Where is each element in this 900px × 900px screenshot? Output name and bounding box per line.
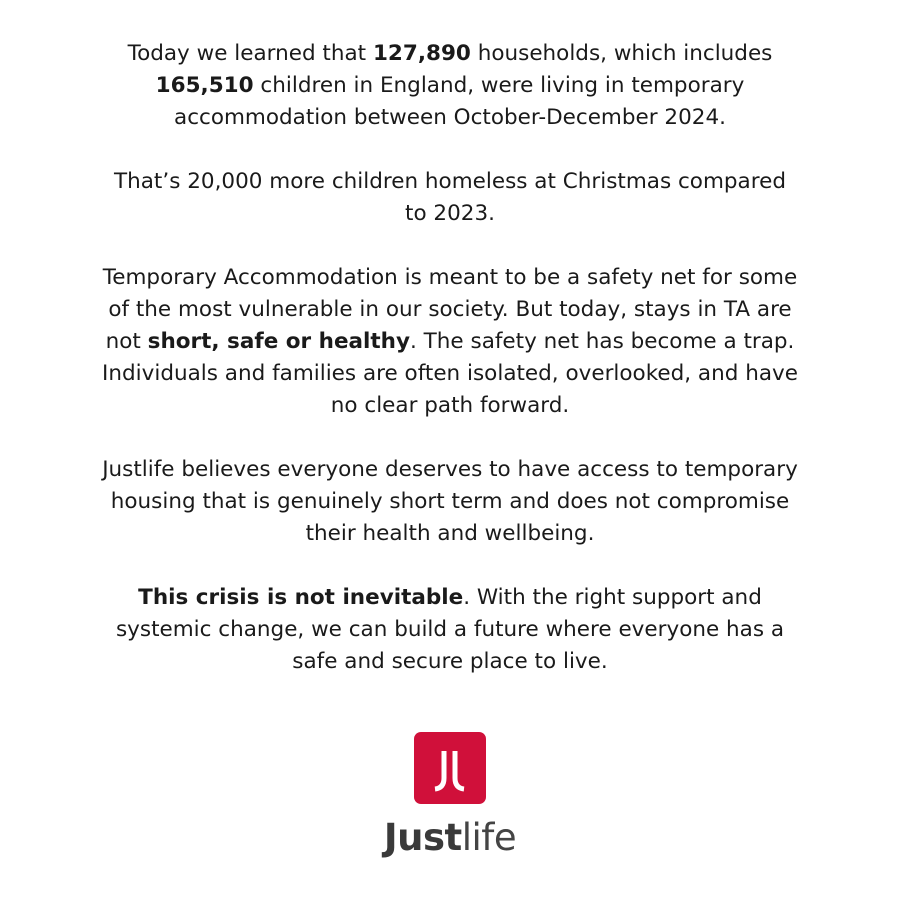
text-segment: households, which includes: [470, 41, 773, 66]
children-count: 165,510: [155, 73, 254, 98]
emphasis-short-safe-healthy: short, safe or healthy: [147, 329, 410, 354]
justlife-wordmark: [0, 816, 900, 860]
text-segment: . The safety net has become a trap. Individuals and families are often isolated, overlooked, and have no clear path forward.: [102, 329, 798, 418]
paragraph-safety-net: [100, 262, 800, 422]
text-segment: That’s 20,000 more children homeless at Christmas compared to 2023.: [114, 169, 786, 226]
text-segment: . With the right support and systemic change, we can build a future where everyone has a safe and secure place to live.: [115, 585, 785, 674]
paragraph-belief: [100, 454, 800, 550]
paragraph-crisis: [100, 582, 800, 678]
emphasis-crisis: This crisis is not inevitable: [138, 585, 464, 610]
jl-logo-icon: [414, 732, 486, 804]
wordmark-just: Just: [383, 816, 462, 859]
paragraph-statistics: [100, 38, 800, 134]
text-segment: Temporary Accommodation is meant to be a safety net for some of the most vulnerable in our society. But today, stays in TA are not: [102, 265, 798, 354]
households-count: 127,890: [372, 41, 471, 66]
statement-text: [100, 38, 800, 678]
text-segment: Justlife believes everyone deserves to have access to temporary housing that is genuinely short term and does not compromise their health and wellbeing.: [102, 457, 798, 546]
text-segment: children in England, were living in temporary accommodation between October-December 2024.: [174, 73, 745, 130]
paragraph-christmas: [100, 166, 800, 230]
justlife-logo: [0, 732, 900, 860]
jl-monogram-icon: [414, 732, 486, 804]
wordmark-life: life: [461, 816, 517, 859]
text-segment: Today we learned that: [127, 41, 373, 66]
